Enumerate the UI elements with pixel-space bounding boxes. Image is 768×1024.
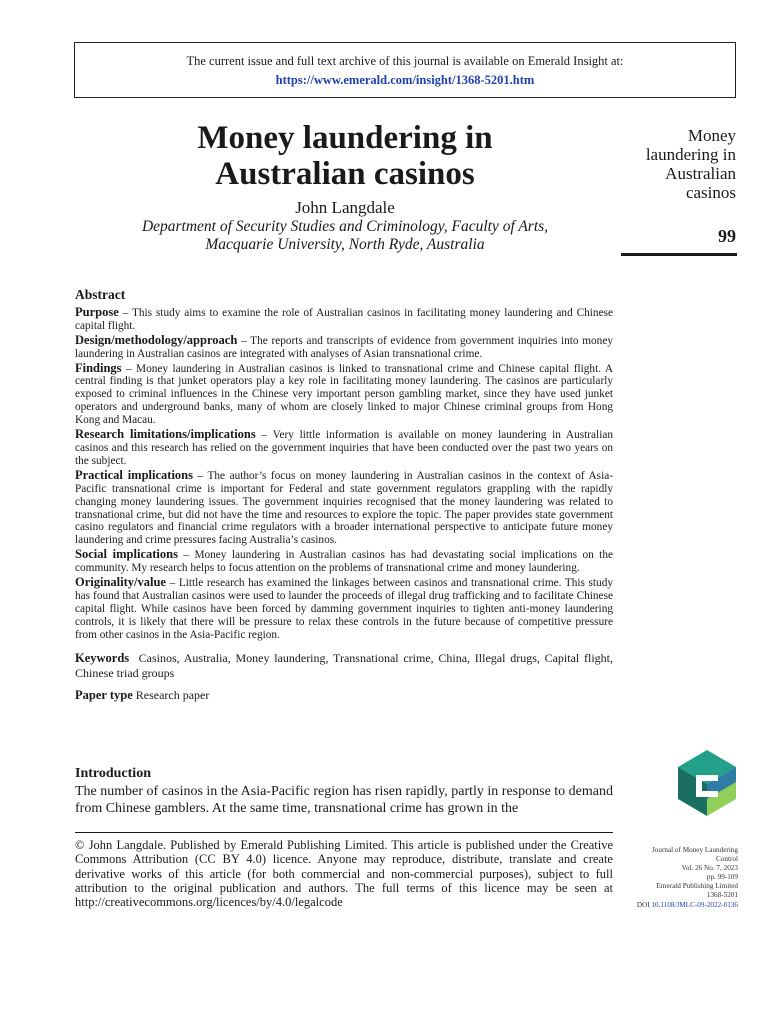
abstract-section bbox=[75, 428, 613, 468]
journal-pages: pp. 99-109 bbox=[706, 873, 738, 882]
author-affiliation bbox=[100, 218, 590, 254]
doi-link[interactable]: 10.1108/JMLC-09-2022-0136 bbox=[651, 900, 738, 909]
journal-archive-link[interactable]: https://www.emerald.com/insight/1368-5201.htm bbox=[275, 73, 535, 87]
abstract bbox=[75, 289, 613, 701]
doi-label: DOI bbox=[636, 900, 650, 909]
section-label: Design/methodology/approach bbox=[75, 332, 238, 347]
section-label: Research limitations/implications bbox=[75, 427, 256, 442]
keywords-label: Keywords bbox=[75, 650, 130, 665]
author-name: John Langdale bbox=[295, 198, 395, 217]
abstract-section bbox=[75, 548, 613, 575]
keywords bbox=[75, 651, 613, 681]
archive-notice bbox=[74, 42, 736, 98]
journal-publisher: Emerald Publishing Limited bbox=[656, 882, 738, 891]
journal-doi bbox=[620, 901, 738, 910]
page-number: 99 bbox=[718, 226, 736, 246]
section-text: – Little research has examined the linkages between casinos and transnational crime. This study has found that Australian casinos were used to launder the proceeds of illegal drug trafficking and to facilitate Chinese capital flight. While casinos have been forced by damming government inquiries to tighten anti-money laundering controls, it is likely that there will be pressure to relax these controls in the future because of competitive pressure from other casinos in the Asia-Pacific region. bbox=[75, 577, 613, 641]
journal-name-line: Control bbox=[716, 855, 738, 864]
running-head bbox=[620, 126, 736, 202]
title-line: Money laundering in bbox=[197, 120, 493, 156]
journal-metadata bbox=[620, 846, 738, 910]
section-label: Social implications bbox=[75, 547, 178, 562]
running-head-line: laundering in bbox=[645, 145, 736, 164]
abstract-section bbox=[75, 362, 613, 428]
section-text: – This study aims to examine the role of Australian casinos in facilitating money laundering and Chinese capital flight. bbox=[75, 306, 613, 332]
running-head-rule bbox=[621, 253, 737, 256]
paper-type-value: Research paper bbox=[135, 687, 210, 702]
section-label: Purpose bbox=[75, 304, 119, 319]
section-text: – Very little information is available on money laundering in Australian casinos and this research has relied on the government inquiries that have been conducted over the past two years on the subject. bbox=[75, 429, 613, 467]
abstract-heading: Abstract bbox=[75, 287, 126, 302]
keywords-text: Casinos, Australia, Money laundering, Transnational crime, China, Illegal drugs, Capital flight, Chinese triad groups bbox=[75, 650, 613, 680]
abstract-section bbox=[75, 469, 613, 547]
archive-notice-text: The current issue and full text archive of this journal is available on Emerald Insight at: bbox=[186, 54, 624, 68]
abstract-section bbox=[75, 306, 613, 333]
section-text: – Money laundering in Australian casinos has had devastating social implications on the community. My research helps to focus attention on the problems of transnational crime and money laundering. bbox=[75, 549, 613, 575]
section-label: Originality/value bbox=[75, 575, 166, 590]
paper-type-label: Paper type bbox=[75, 687, 133, 702]
journal-issn: 1368-5201 bbox=[706, 891, 738, 900]
emerald-logo-icon bbox=[676, 748, 738, 818]
abstract-section bbox=[75, 334, 613, 361]
footnote-rule bbox=[75, 832, 613, 833]
paper-type bbox=[75, 689, 613, 702]
journal-name-line: Journal of Money Laundering bbox=[651, 846, 738, 854]
title-line: Australian casinos bbox=[215, 156, 475, 192]
section-label: Findings bbox=[75, 360, 122, 375]
affiliation-line: Department of Security Studies and Criminology, Faculty of Arts, bbox=[141, 218, 549, 235]
section-label: Practical implications bbox=[75, 467, 193, 482]
article-title bbox=[120, 120, 570, 192]
section-text: – Money laundering in Australian casinos is linked to transnational crime and Chinese capital flight. A central finding is that junket operators play a key role in facilitating money laundering. The casinos are particularly exposed to criminal influences in the Chinese very important person gambling market, since they have used junket operators and underground banks, many of whom are closely linked to major Chinese criminal groups from Hong Kong and Macau. bbox=[75, 362, 613, 427]
affiliation-line: Macquarie University, North Ryde, Australia bbox=[205, 236, 485, 253]
introduction-text: The number of casinos in the Asia-Pacific region has risen rapidly, partly in response to demand from Chinese gamblers. At the same time, transnational crime has grown in the bbox=[75, 784, 613, 816]
running-head-line: Australian bbox=[665, 164, 736, 183]
introduction-heading: Introduction bbox=[75, 766, 151, 781]
journal-volume: Vol. 26 No. 7, 2023 bbox=[681, 864, 738, 873]
running-head-line: casinos bbox=[685, 183, 736, 202]
section-text: – The reports and transcripts of evidence from government inquiries into money laundering in Australian casinos are integrated with analyses of Asian transnational crime. bbox=[75, 334, 613, 360]
abstract-section bbox=[75, 576, 613, 642]
running-head-line: Money bbox=[687, 126, 736, 145]
license-note: © John Langdale. Published by Emerald Publishing Limited. This article is published under the Creative Commons Attribution (CC BY 4.0) licence. Anyone may reproduce, distribute, translate and create derivative works of this article (for both commercial and non-commercial purposes), subject to full attribution to the original publication and authors. The full terms of this licence may be seen at http://creativecommons.org/licences/by/4.0/legalcode bbox=[75, 838, 613, 910]
section-text: – The author’s focus on money laundering in Australian casinos in the context of Asia-Pacific transnational crime is important for Federal and state government regulators grappling with the rapidly changing money laundering issues. The government inquiries recognised that the money laundering was related to transnational crime, but did not have the time and resources to explore the topic. The paper provides state government casino regulators and financial crime regulators with a broader international perspective to anticipate future money laundering and crime pressures facing Australia’s casinos. bbox=[75, 469, 613, 547]
